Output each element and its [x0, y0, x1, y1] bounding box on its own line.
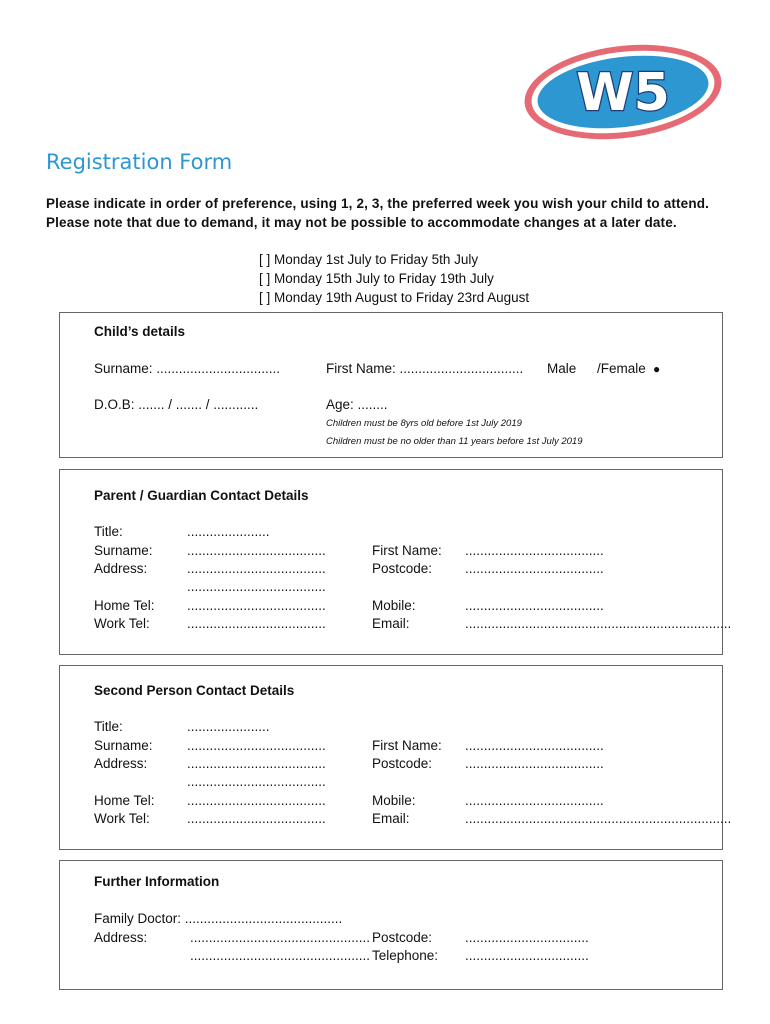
field-label: Postcode: [372, 756, 433, 771]
parent-address-field[interactable]: ..................................... [187, 561, 326, 576]
page-title: Registration Form [46, 150, 233, 174]
second-address-field[interactable]: ..................................... [187, 756, 326, 771]
second-email-field[interactable]: ....................................................................... [465, 811, 732, 826]
child-surname-field[interactable]: Surname: ................................. [94, 361, 281, 376]
parent-home-tel-field[interactable]: ..................................... [187, 598, 326, 613]
second-address-line2-field[interactable]: ..................................... [187, 774, 326, 789]
second-first-name-field[interactable]: ..................................... [465, 738, 604, 753]
second-postcode-field[interactable]: ..................................... [465, 756, 604, 771]
week-options [259, 250, 529, 307]
second-surname-field[interactable]: ..................................... [187, 738, 326, 753]
field-label: Surname: [94, 738, 153, 753]
child-first-name-field[interactable]: First Name: ................................. [326, 361, 524, 376]
field-label: Home Tel: [94, 793, 155, 808]
week-option[interactable]: [ ] Monday 15th July to Friday 19th July [259, 271, 494, 286]
gender-female-option[interactable]: /Female [597, 361, 646, 376]
field-label: Work Tel: [94, 811, 150, 826]
doctor-postcode-field[interactable]: ................................. [465, 930, 589, 945]
field-label: First Name: [372, 543, 442, 558]
section-heading: Parent / Guardian Contact Details [94, 488, 309, 503]
field-label: Title: [94, 524, 123, 539]
age-note: Children must be no older than 11 years before 1st July 2019 [326, 436, 583, 447]
age-note: Children must be 8yrs old before 1st July 2019 [326, 418, 522, 429]
week-option[interactable]: [ ] Monday 1st July to Friday 5th July [259, 252, 479, 267]
parent-postcode-field[interactable]: ..................................... [465, 561, 604, 576]
doctor-address-line2-field[interactable]: ................................................ [190, 948, 371, 963]
field-label: Address: [94, 756, 148, 771]
field-label: Postcode: [372, 930, 433, 945]
field-label: Email: [372, 616, 410, 631]
field-label: Title: [94, 719, 123, 734]
logo-text: W5 [576, 63, 670, 123]
w5-logo [522, 44, 724, 140]
second-title-field[interactable]: ...................... [187, 719, 270, 734]
field-label: Surname: [94, 543, 153, 558]
parent-surname-field[interactable]: ..................................... [187, 543, 326, 558]
field-label: Work Tel: [94, 616, 150, 631]
further-information-section [59, 860, 723, 990]
gender-male-option[interactable]: Male [547, 361, 577, 376]
field-label: Mobile: [372, 793, 416, 808]
parent-work-tel-field[interactable]: ..................................... [187, 616, 326, 631]
child-age-field[interactable]: Age: ........ [326, 397, 388, 412]
field-label: First Name: [372, 738, 442, 753]
second-person-section [59, 665, 732, 850]
field-label: Mobile: [372, 598, 416, 613]
field-label: Home Tel: [94, 598, 155, 613]
section-heading: Further Information [94, 874, 220, 889]
parent-title-field[interactable]: ...................... [187, 524, 270, 539]
second-work-tel-field[interactable]: ..................................... [187, 811, 326, 826]
field-label: Email: [372, 811, 410, 826]
parent-address-line2-field[interactable]: ..................................... [187, 579, 326, 594]
section-heading: Second Person Contact Details [94, 683, 295, 698]
parent-contact-section [59, 469, 732, 655]
section-heading: Child’s details [94, 324, 186, 339]
intro-text: Please indicate in order of preference, using 1, 2, 3, the preferred week you wish your child to attend. Please note that due to demand, it may not be possible to accommodate changes at a later date. [46, 196, 710, 230]
doctor-telephone-field[interactable]: ................................. [465, 948, 589, 963]
field-label: Postcode: [372, 561, 433, 576]
week-option[interactable]: [ ] Monday 19th August to Friday 23rd August [259, 290, 530, 305]
family-doctor-field[interactable]: Family Doctor: .......................................... [94, 911, 343, 926]
doctor-address-field[interactable]: ................................................ [190, 930, 371, 945]
second-home-tel-field[interactable]: ..................................... [187, 793, 326, 808]
parent-mobile-field[interactable]: ..................................... [465, 598, 604, 613]
second-mobile-field[interactable]: ..................................... [465, 793, 604, 808]
child-details-section [59, 312, 723, 458]
child-dob-field[interactable]: D.O.B: ....... / ....... / ............ [94, 397, 259, 412]
parent-email-field[interactable]: ....................................................................... [465, 616, 732, 631]
bullet-icon: ● [653, 362, 661, 376]
field-label: Address: [94, 930, 148, 945]
field-label: Address: [94, 561, 148, 576]
parent-first-name-field[interactable]: ..................................... [465, 543, 604, 558]
field-label: Telephone: [372, 948, 439, 963]
